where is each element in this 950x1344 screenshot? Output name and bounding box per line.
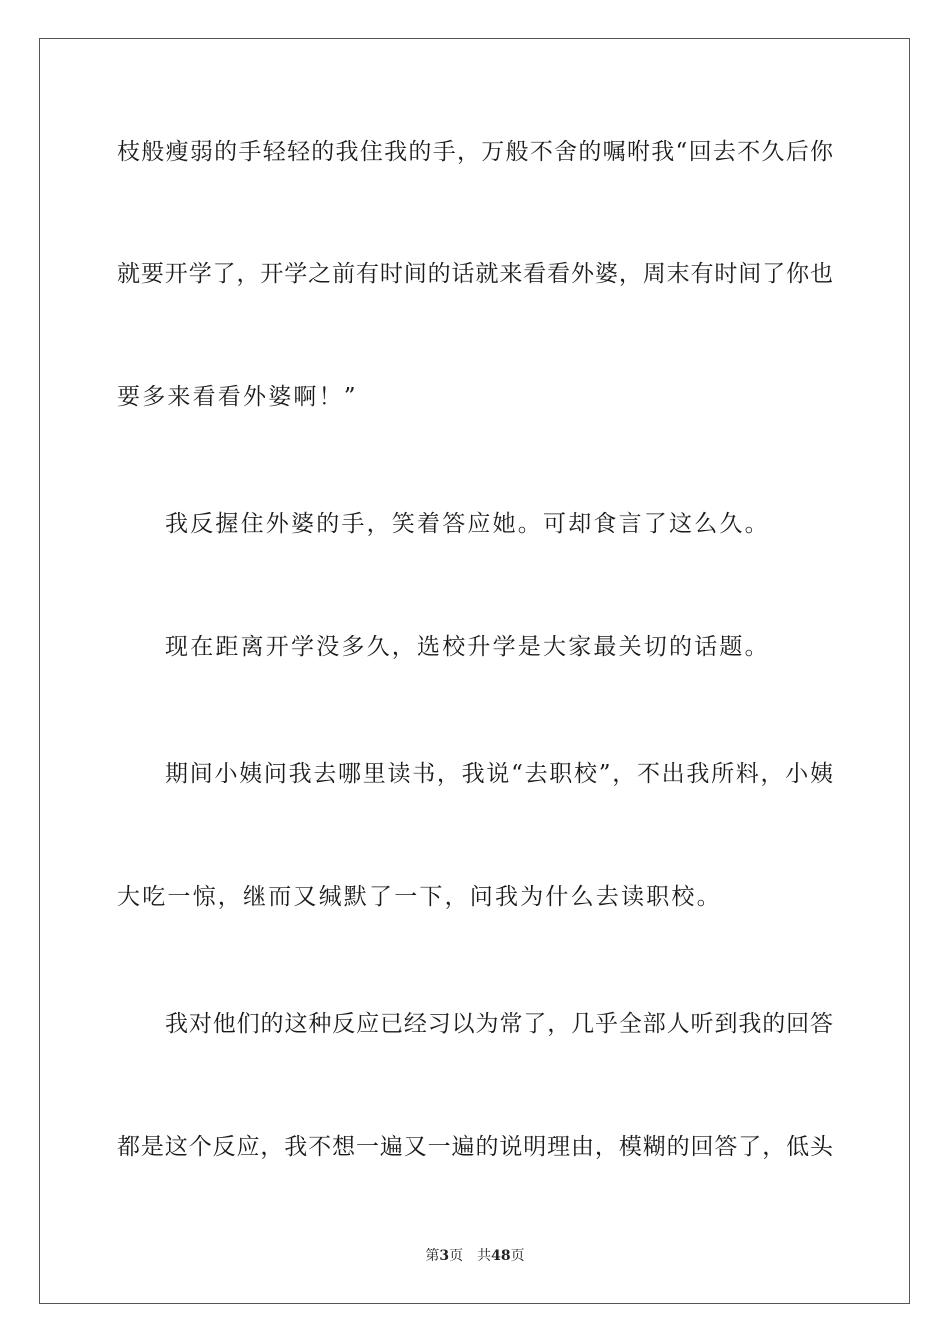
page-prefix: 第 — [425, 1248, 440, 1264]
paragraph-first-line: 我反握住外婆的手，笑着答应她。可却食言了这么久。 — [165, 511, 770, 537]
page-footer — [0, 1246, 950, 1266]
body-text-line: 要多来看看外婆啊！” — [117, 384, 358, 410]
paragraph-first-line: 现在距离开学没多久，选校升学是大家最关切的话题。 — [165, 634, 770, 660]
page-border — [39, 38, 910, 1304]
paragraph-first-line: 期间小姨问我去哪里读书，我说“去职校”，不出我所料，小姨 — [165, 761, 833, 787]
total-pages: 48 — [491, 1248, 511, 1264]
total-suffix: 页 — [510, 1248, 525, 1264]
body-text-line: 枝般瘦弱的手轻轻的我住我的手，万般不舍的嘱咐我“回去不久后你 — [117, 139, 833, 165]
body-text-line: 都是这个反应，我不想一遍又一遍的说明理由，模糊的回答了，低头 — [117, 1134, 833, 1160]
total-prefix: 共 — [477, 1248, 492, 1264]
body-text-line: 就要开学了，开学之前有时间的话就来看看外婆，周末有时间了你也 — [117, 261, 833, 287]
paragraph-first-line: 我对他们的这种反应已经习以为常了，几乎全部人听到我的回答 — [165, 1011, 833, 1037]
page-number: 3 — [439, 1248, 450, 1264]
body-text-line: 大吃一惊，继而又缄默了一下，问我为什么去读职校。 — [117, 884, 722, 910]
page-suffix: 页 — [449, 1248, 464, 1264]
